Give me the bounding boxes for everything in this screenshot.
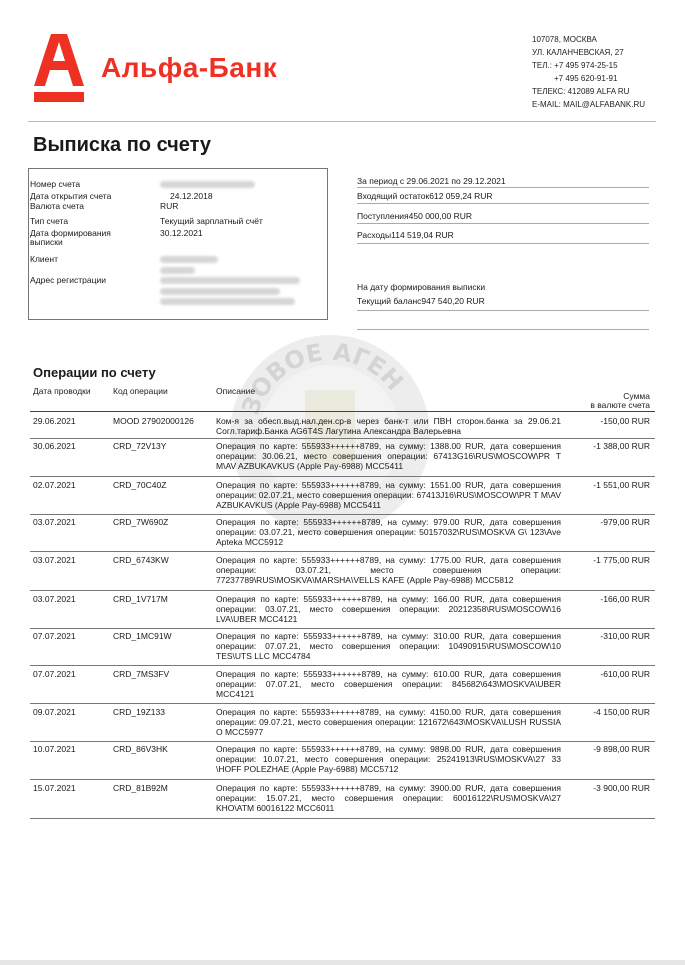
row-description: Операция по карте: 555933++++++8789, на сумму: 1775.00 RUR, дата совершения операции: 03.07.21, место совершения операции: 77237789\RUS\MOSKVA\MARSHA\VELLS KAFE (Apple Pay-6988) MCC5812 xyxy=(216,555,561,585)
row-amount: -310,00 RUR xyxy=(600,631,650,641)
summary-divider xyxy=(357,310,649,311)
row-date: 07.07.2021 xyxy=(33,669,76,679)
currency-value: RUR xyxy=(160,201,179,211)
row-date: 02.07.2021 xyxy=(33,480,76,490)
row-description: Операция по карте: 555933++++++8789, на сумму: 310.00 RUR, дата совершения операции: 07.07.21, место совершения операции: 10490915\RUS\MOSCOW\10 TES\UTS LLC MCC4784 xyxy=(216,631,561,661)
formed-date-value: 30.12.2021 xyxy=(160,228,203,238)
row-code: CRD_7W690Z xyxy=(113,517,169,527)
row-description: Операция по карте: 555933++++++8789, на сумму: 979.00 RUR, дата совершения операции: 03.07.21, место совершения операции: 50157032\RUS\MOSKVA G\ 123\Ave Apteka MCC5912 xyxy=(216,517,561,547)
row-amount: -1 775,00 RUR xyxy=(593,555,650,565)
col-desc-header: Описание xyxy=(216,386,256,396)
open-date-label: Дата открытия счета xyxy=(30,191,112,201)
row-code: CRD_72V13Y xyxy=(113,441,167,451)
row-description: Операция по карте: 555933++++++8789, на сумму: 9898.00 RUR, дата совершения операции: 10.07.21, место совершения операции: 25241913\RUS\MOSKVA\27 33 \HOFF POLEZHAE (Apple Pay-6988) MCC5712 xyxy=(216,744,561,774)
expenses-total: Расходы114 519,04 RUR xyxy=(357,230,454,240)
row-divider xyxy=(30,514,655,515)
row-date: 09.07.2021 xyxy=(33,707,76,717)
col-code-header: Код операции xyxy=(113,386,168,396)
row-amount: -979,00 RUR xyxy=(600,517,650,527)
row-description: Операция по карте: 555933++++++8789, на сумму: 1388.00 RUR, дата совершения операции: 30.06.21, место совершения операции: 67413G16\RUS\MOSCOW\PR T M\AV AZBUKAVKUS (Apple Pay-6988) MCC5411 xyxy=(216,441,561,471)
summary-divider xyxy=(357,243,649,244)
address-value xyxy=(160,276,300,305)
row-divider xyxy=(30,818,655,819)
row-divider xyxy=(30,779,655,780)
contact-line: ТЕЛЕКС: 412089 ALFA RU xyxy=(532,87,630,96)
formed-date-label-2: выписки xyxy=(30,237,63,247)
bank-contacts xyxy=(532,33,645,111)
summary-divider xyxy=(357,187,649,188)
row-code: CRD_19Z133 xyxy=(113,707,165,717)
formed-date-label: Дата формирования xyxy=(30,228,111,238)
client-value xyxy=(160,255,218,274)
contact-line: E-MAIL: MAIL@ALFABANK.RU xyxy=(532,100,646,109)
row-date: 03.07.2021 xyxy=(33,517,76,527)
row-description: Операция по карте: 555933++++++8789, на сумму: 3900.00 RUR, дата совершения операции: 15.07.21, место совершения операции: 60016122\RUS\MOSKVA\27 KHO\ATM 60016122 MCC6011 xyxy=(216,783,561,813)
current-balance: Текущий баланс947 540,20 RUR xyxy=(357,296,485,306)
row-divider xyxy=(30,438,655,439)
row-amount: -1 388,00 RUR xyxy=(593,441,650,451)
row-amount: -3 900,00 RUR xyxy=(593,783,650,793)
income-total: Поступления450 000,00 RUR xyxy=(357,211,472,221)
page-title: Выписка по счету xyxy=(33,134,212,156)
table-header-divider xyxy=(30,411,655,412)
row-divider xyxy=(30,665,655,666)
col-amount-header-line1: Сумма xyxy=(623,391,650,401)
currency-label: Валюта счета xyxy=(30,201,84,211)
account-type-label: Тип счета xyxy=(30,216,69,226)
row-code: CRD_86V3HK xyxy=(113,744,168,754)
col-amount-header xyxy=(590,392,650,410)
row-code: CRD_1V717M xyxy=(113,594,168,604)
row-amount: -9 898,00 RUR xyxy=(593,744,650,754)
brand-name: Альфа-Банк xyxy=(101,52,278,83)
row-divider xyxy=(30,703,655,704)
contact-line: ТЕЛ.: +7 495 974-25-15 xyxy=(532,61,618,70)
row-code: CRD_81B92M xyxy=(113,783,168,793)
as-of-label: На дату формирования выписки xyxy=(357,282,486,292)
row-amount: -610,00 RUR xyxy=(600,669,650,679)
header-divider xyxy=(28,121,656,122)
row-code: CRD_70C40Z xyxy=(113,480,167,490)
row-amount: -1 551,00 RUR xyxy=(593,480,650,490)
period-text: За период с 29.06.2021 по 29.12.2021 xyxy=(357,176,506,186)
row-date: 07.07.2021 xyxy=(33,631,76,641)
summary-divider xyxy=(357,223,649,224)
col-amount-header-line2: в валюте счета xyxy=(590,400,650,410)
svg-text:ЗОВОЕ АГЕН: ЗОВОЕ АГЕН xyxy=(236,337,409,419)
row-code: CRD_1MC91W xyxy=(113,631,172,641)
address-label: Адрес регистрации xyxy=(30,275,106,285)
contact-line: УЛ. КАЛАНЧЕВСКАЯ, 27 xyxy=(532,48,624,57)
row-date: 10.07.2021 xyxy=(33,744,76,754)
col-date-header: Дата проводки xyxy=(33,386,91,396)
row-description: Операция по карте: 555933++++++8789, на сумму: 4150.00 RUR, дата совершения операции: 09.07.21, место совершения операции: 121672\643\MOSKVA\LUSH RUSSIA O MCC5977 xyxy=(216,707,561,737)
account-type-value: Текущий зарплатный счёт xyxy=(160,216,263,226)
row-description: Операция по карте: 555933++++++8789, на сумму: 610.00 RUR, дата совершения операции: 07.07.21, место совершения операции: 845682\643\MOSKVA\UBER MCC4121 xyxy=(216,669,561,699)
row-description: Операция по карте: 555933++++++8789, на сумму: 1551.00 RUR, дата совершения операции: 02.07.21, место совершения операции: 67413J16\RUS\MOSCOW\PR T M\AV AZBUKAVKUS (Apple Pay-6988) MCC5411 xyxy=(216,480,561,510)
row-divider xyxy=(30,590,655,591)
row-description: Ком-я за обесп.выд.нал.ден.ср-в через банк-т или ПВН сторон.банка за 29.06.21 Согл.тариф.Банка AG6T4S Лагутина Александра Валерьевна xyxy=(216,416,561,436)
summary-divider xyxy=(357,203,649,204)
row-divider xyxy=(30,551,655,552)
client-label: Клиент xyxy=(30,254,58,264)
row-code: CRD_7MS3FV xyxy=(113,669,170,679)
row-date: 03.07.2021 xyxy=(33,555,76,565)
row-amount: -166,00 RUR xyxy=(600,594,650,604)
account-number-label: Номер счета xyxy=(30,179,81,189)
row-date: 29.06.2021 xyxy=(33,416,76,426)
row-code: CRD_6743KW xyxy=(113,555,169,565)
row-amount: -4 150,00 RUR xyxy=(593,707,650,717)
row-amount: -150,00 RUR xyxy=(600,416,650,426)
row-description: Операция по карте: 555933++++++8789, на сумму: 166.00 RUR, дата совершения операции: 03.07.21, место совершения операции: 20212358\RUS\MOSCOW\16 LVA\UBER MCC4121 xyxy=(216,594,561,624)
contact-line: 107078, МОСКВА xyxy=(532,35,597,44)
row-divider xyxy=(30,476,655,477)
contact-line: +7 495 620-91-91 xyxy=(554,74,618,83)
row-date: 15.07.2021 xyxy=(33,783,76,793)
operations-title: Операции по счету xyxy=(33,365,156,380)
opening-balance: Входящий остаток612 059,24 RUR xyxy=(357,191,493,201)
account-number-value xyxy=(160,180,255,189)
alfa-logo-icon xyxy=(34,34,84,104)
open-date-value: 24.12.2018 xyxy=(170,191,213,201)
summary-divider xyxy=(357,329,649,330)
row-divider xyxy=(30,628,655,629)
row-divider xyxy=(30,741,655,742)
page-bottom-edge xyxy=(0,960,685,965)
row-date: 30.06.2021 xyxy=(33,441,76,451)
row-code: MOOD 27902000126 xyxy=(113,416,194,426)
row-date: 03.07.2021 xyxy=(33,594,76,604)
